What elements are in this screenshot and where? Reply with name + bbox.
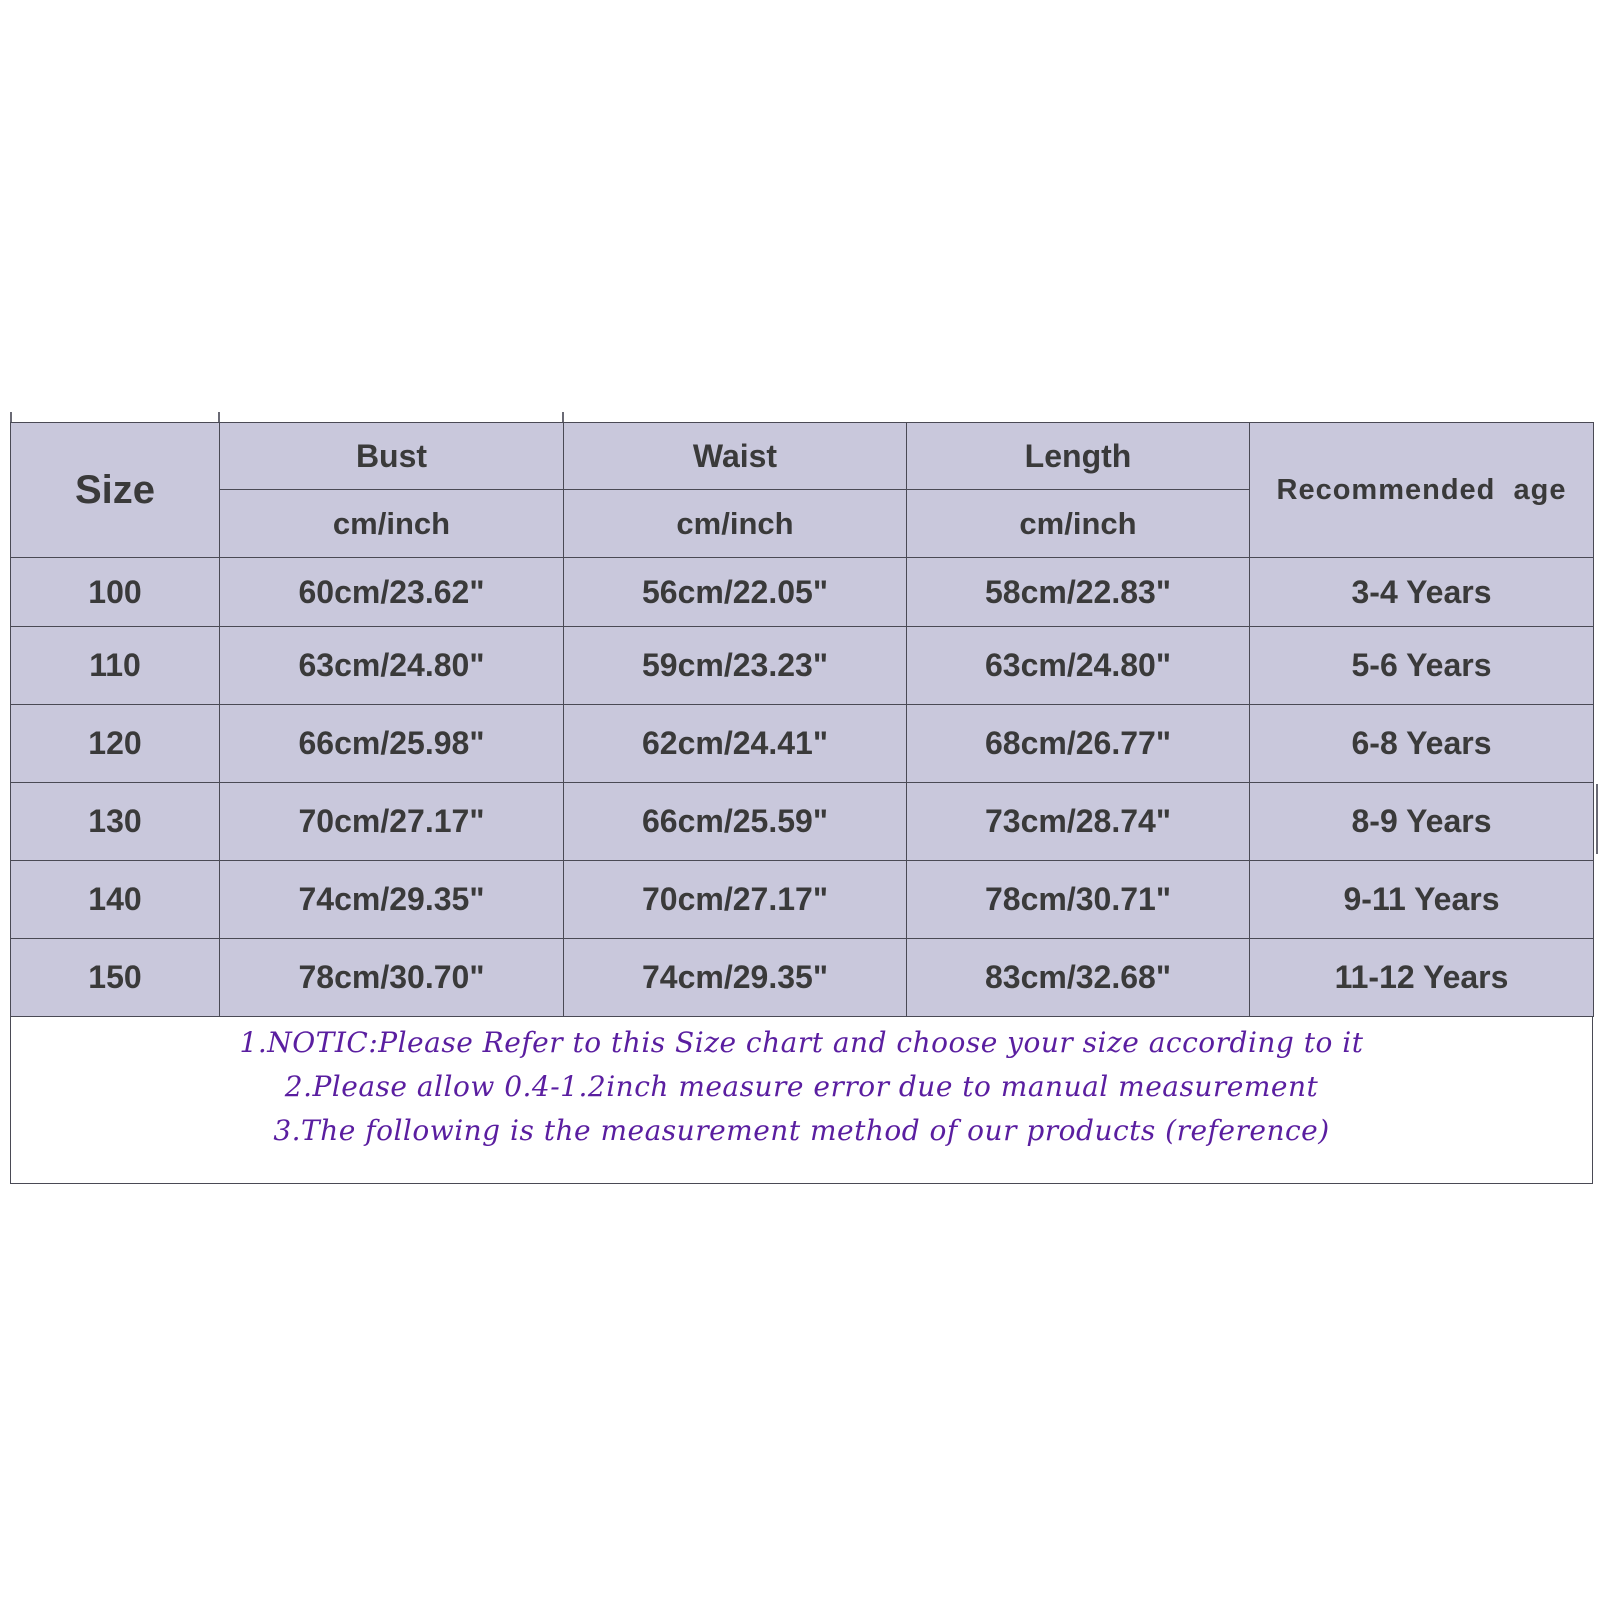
cell-waist: 62cm/24.41": [564, 705, 907, 783]
cell-size: 150: [11, 939, 220, 1017]
cell-age: 9-11 Years: [1250, 861, 1594, 939]
note-line-3: 3.The following is the measurement method of our products (reference): [273, 1114, 1330, 1147]
table-row: [11, 783, 1594, 861]
note-line-1: 1.NOTIC:Please Refer to this Size chart and choose your size according to it: [239, 1026, 1364, 1059]
header-waist: Waist: [564, 423, 907, 490]
top-edge-tick-1: [10, 412, 12, 422]
right-edge-tick: [1596, 784, 1598, 854]
cell-length: 78cm/30.71": [907, 861, 1250, 939]
table-row: [11, 627, 1594, 705]
cell-size: 140: [11, 861, 220, 939]
cell-age: 11-12 Years: [1250, 939, 1594, 1017]
header-bust: Bust: [220, 423, 564, 490]
top-edge-tick-2: [218, 412, 220, 422]
cell-waist: 66cm/25.59": [564, 783, 907, 861]
table-row: [11, 705, 1594, 783]
header-recommended-age: Recommended age: [1250, 423, 1594, 558]
header-size: Size: [11, 423, 220, 558]
cell-age: 6-8 Years: [1250, 705, 1594, 783]
cell-bust: 74cm/29.35": [220, 861, 564, 939]
cell-length: 83cm/32.68": [907, 939, 1250, 1017]
cell-size: 120: [11, 705, 220, 783]
cell-length: 68cm/26.77": [907, 705, 1250, 783]
cell-size: 110: [11, 627, 220, 705]
cell-waist: 59cm/23.23": [564, 627, 907, 705]
cell-length: 63cm/24.80": [907, 627, 1250, 705]
notes-box: [10, 1017, 1593, 1184]
table-row: [11, 939, 1594, 1017]
unit-waist: cm/inch: [564, 490, 907, 558]
unit-bust: cm/inch: [220, 490, 564, 558]
cell-waist: 74cm/29.35": [564, 939, 907, 1017]
cell-age: 3-4 Years: [1250, 558, 1594, 627]
cell-size: 100: [11, 558, 220, 627]
table-row: [11, 558, 1594, 627]
cell-waist: 70cm/27.17": [564, 861, 907, 939]
header-length: Length: [907, 423, 1250, 490]
cell-bust: 78cm/30.70": [220, 939, 564, 1017]
cell-length: 73cm/28.74": [907, 783, 1250, 861]
cell-age: 8-9 Years: [1250, 783, 1594, 861]
unit-length: cm/inch: [907, 490, 1250, 558]
cell-size: 130: [11, 783, 220, 861]
cell-bust: 66cm/25.98": [220, 705, 564, 783]
cell-bust: 60cm/23.62": [220, 558, 564, 627]
size-chart: [10, 422, 1593, 1184]
header-row: [11, 423, 1594, 490]
table-row: [11, 861, 1594, 939]
cell-length: 58cm/22.83": [907, 558, 1250, 627]
size-table: [10, 422, 1594, 1017]
cell-bust: 63cm/24.80": [220, 627, 564, 705]
cell-age: 5-6 Years: [1250, 627, 1594, 705]
cell-bust: 70cm/27.17": [220, 783, 564, 861]
top-edge-tick-3: [562, 412, 564, 422]
cell-waist: 56cm/22.05": [564, 558, 907, 627]
note-line-2: 2.Please allow 0.4-1.2inch measure error due to manual measurement: [284, 1070, 1319, 1103]
